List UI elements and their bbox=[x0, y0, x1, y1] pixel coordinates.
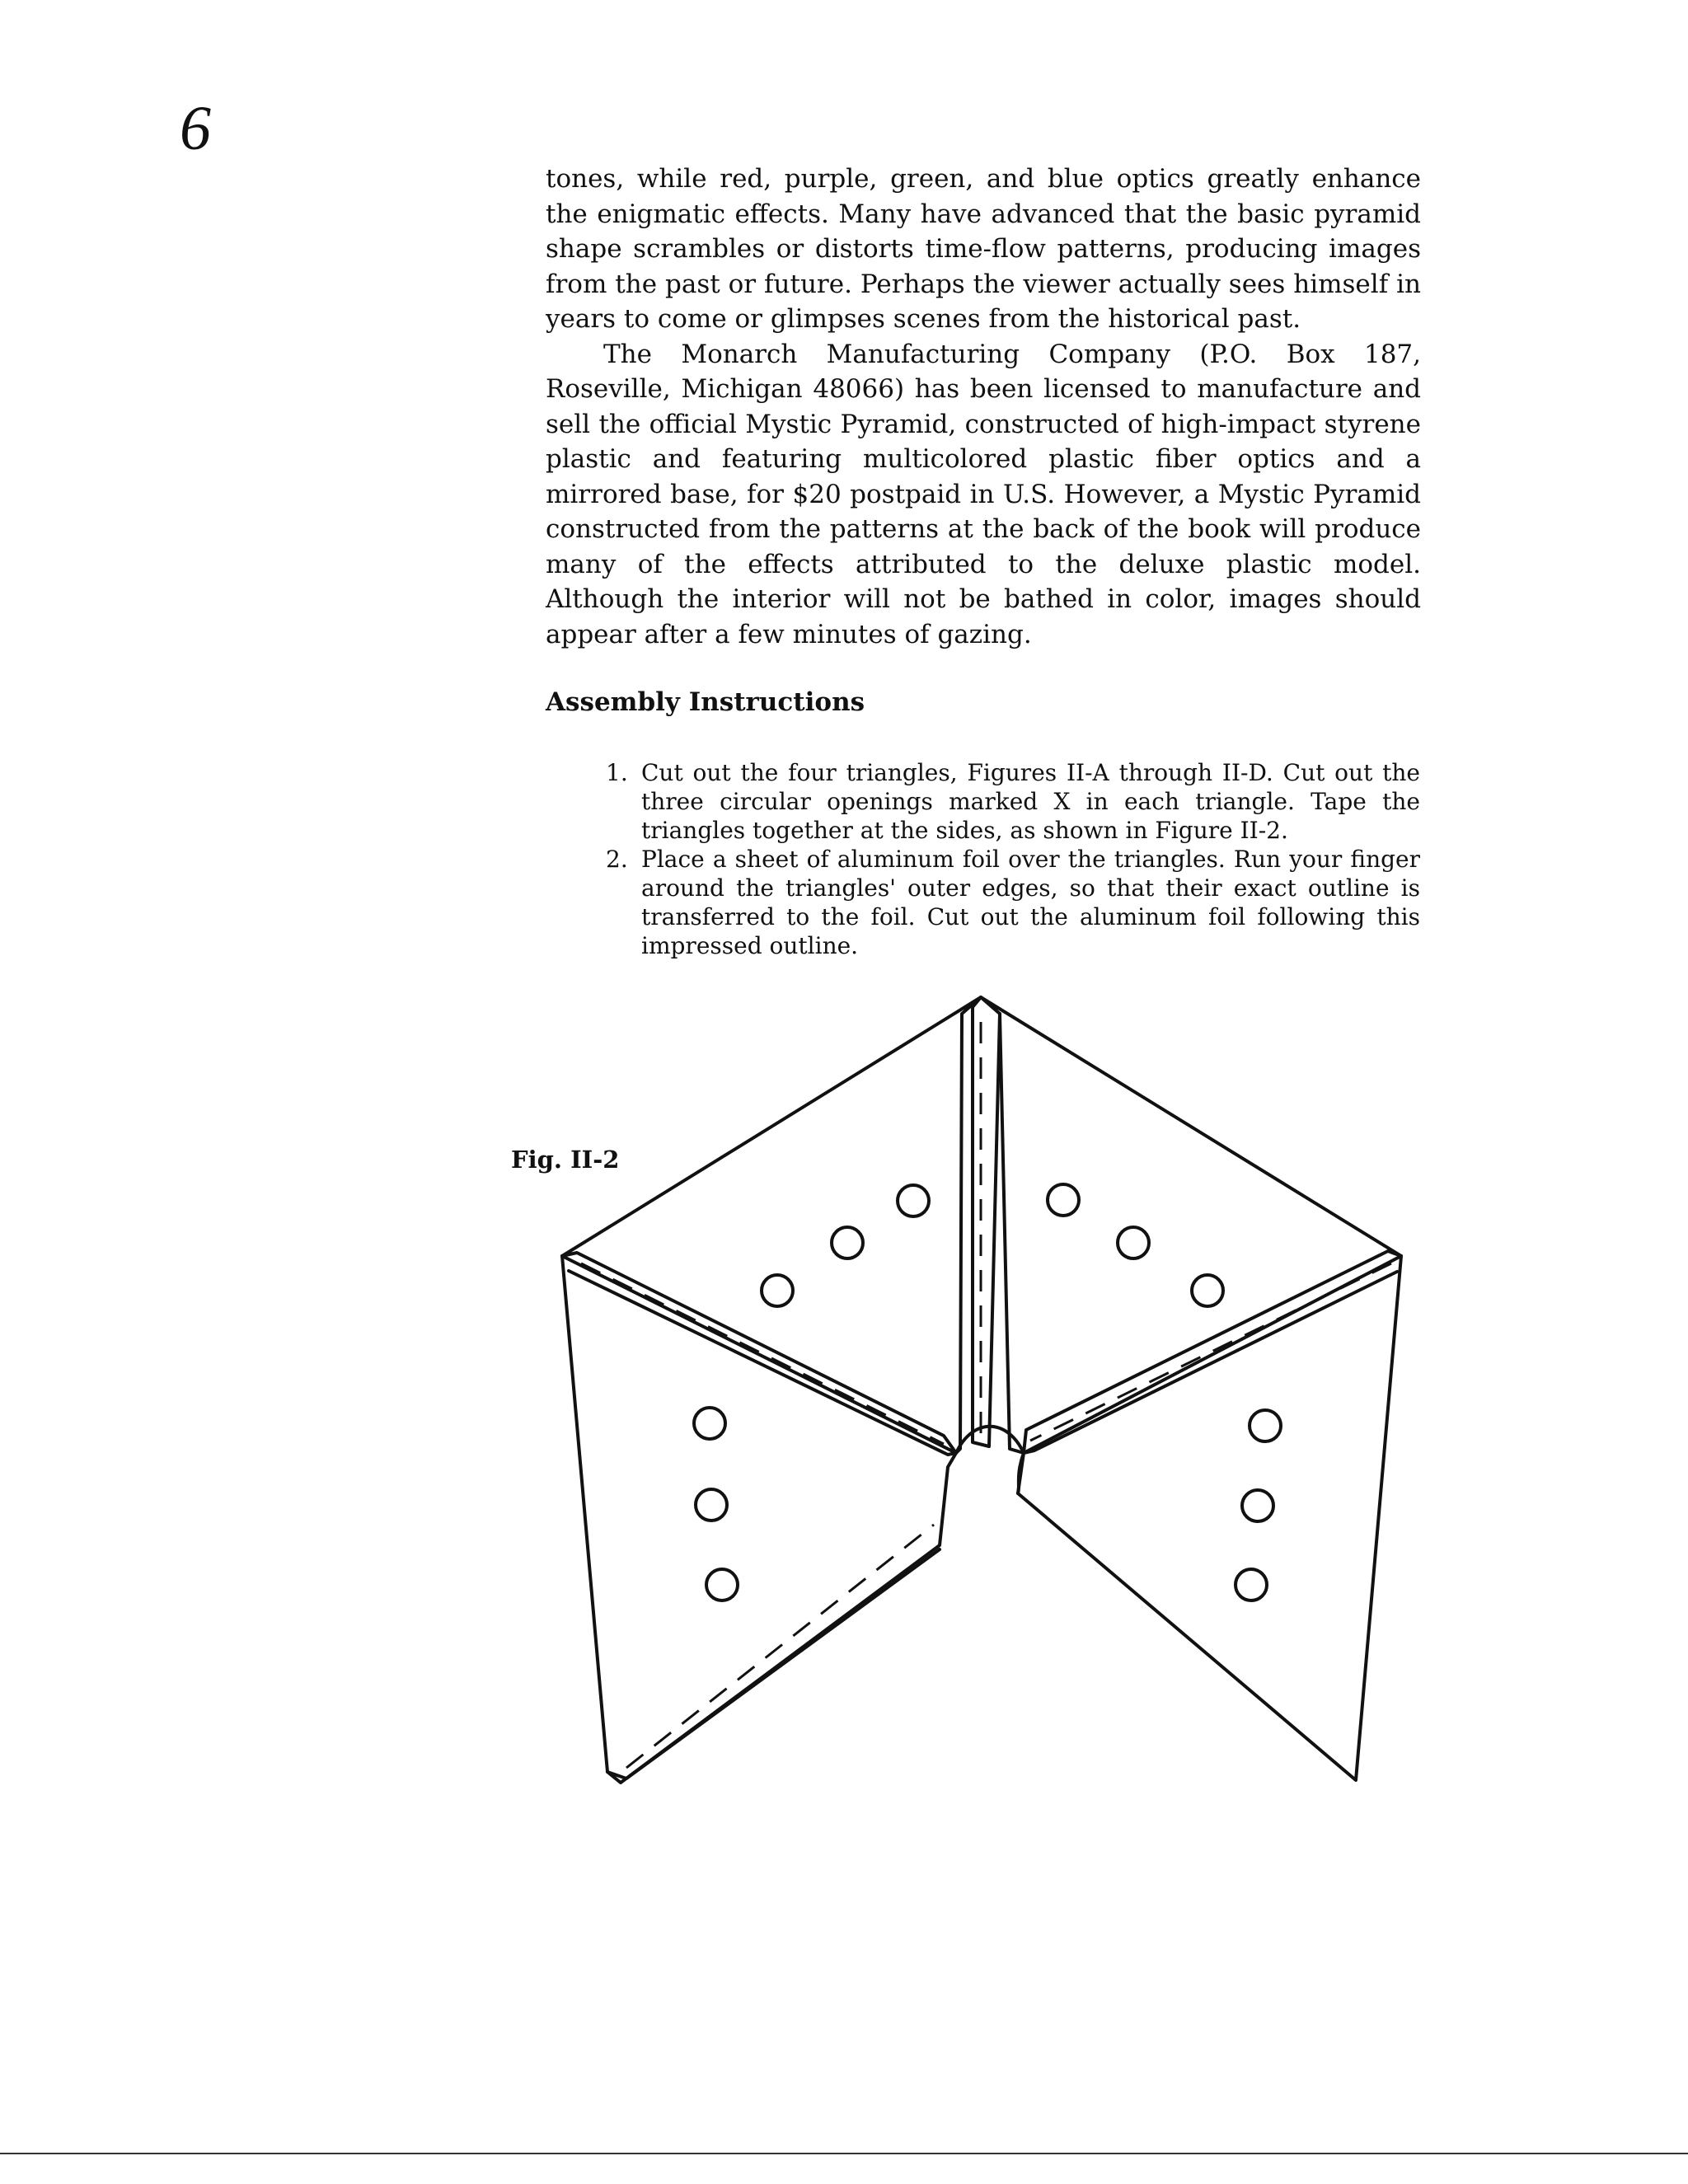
opening-circle bbox=[696, 1489, 727, 1521]
section-heading: Assembly Instructions bbox=[546, 687, 865, 717]
fold-line-lower bbox=[626, 1525, 934, 1768]
instruction-number: 2. bbox=[606, 846, 628, 873]
figure-label: Fig. II-2 bbox=[511, 1146, 620, 1174]
paragraph: tones, while red, purple, green, and blue optics greatly enhance the enigmatic effects. Many have advanced that the basic pyramid shape scrambles or distorts time-flow patterns, producing images from the past or future. Perhaps the viewer actually sees himself in years to come or glimpses scenes from the historical past. bbox=[546, 164, 1421, 334]
instruction-text: Cut out the four triangles, Figures II-A through II-D. Cut out the three circular openings marked X in each triangle. Tape the triangles together at the sides, as shown in Figure II-2. bbox=[641, 759, 1420, 844]
tape-strip-vertical bbox=[973, 997, 1000, 1446]
opening-circle bbox=[1048, 1184, 1079, 1216]
opening-circle bbox=[1236, 1569, 1267, 1601]
opening-circle bbox=[694, 1408, 725, 1439]
triangle-bottom-right bbox=[1018, 1256, 1401, 1780]
page-number: 6 bbox=[180, 94, 211, 163]
opening-circle bbox=[762, 1275, 793, 1306]
instruction-text: Place a sheet of aluminum foil over the triangles. Run your finger around the triangles' outer edges, so that their exact outline is transferred to the foil. Cut out the aluminum foil following this impressed outline. bbox=[641, 846, 1420, 959]
triangle-top-right bbox=[981, 997, 1401, 1453]
triangle-bottom-left bbox=[562, 1256, 956, 1783]
paragraph: The Monarch Manufacturing Company (P.O. Box 187, Roseville, Michigan 48066) has been licensed to manufacture and sell the official Mystic Pyramid, constructed of high-impact styrene plastic and featuring multicolored plastic fiber optics and a mirrored base, for $20 postpaid in U.S. However, a Mystic Pyramid constructed from the patterns at the back of the book will produce many of the effects attributed to the deluxe plastic model. Although the interior will not be bathed in color, images should appear after a few minutes of gazing. bbox=[546, 339, 1421, 649]
opening-circle bbox=[898, 1185, 929, 1216]
opening-circle bbox=[1242, 1490, 1273, 1521]
opening-circle bbox=[706, 1569, 738, 1601]
opening-circle bbox=[1118, 1227, 1149, 1258]
opening-circle bbox=[1250, 1410, 1281, 1441]
opening-circle bbox=[832, 1227, 863, 1258]
triangle-top-left bbox=[562, 997, 981, 1453]
instruction-number: 1. bbox=[606, 759, 628, 786]
opening-circle bbox=[1192, 1275, 1223, 1306]
bottom-rule bbox=[0, 2153, 1688, 2154]
